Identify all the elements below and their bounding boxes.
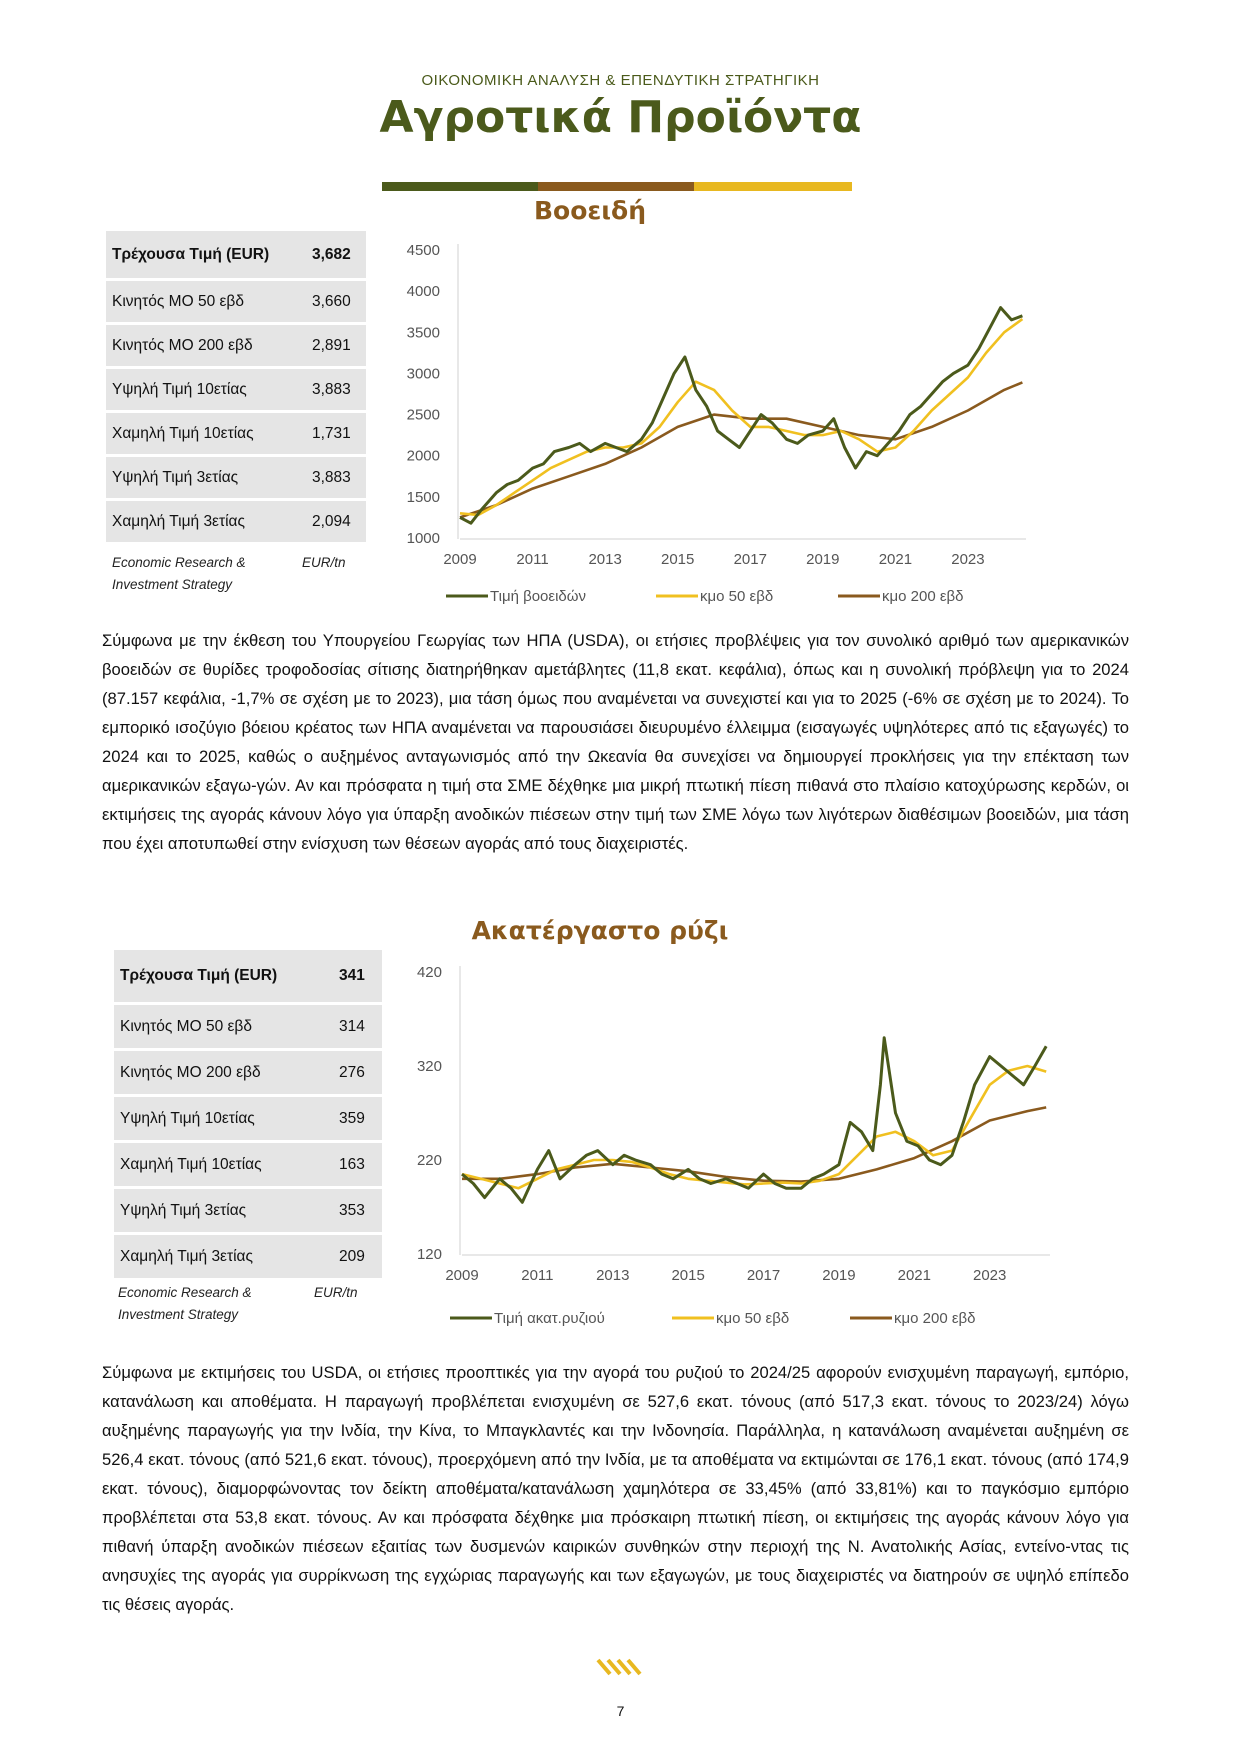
y-tick-label: 120 [416,1246,442,1263]
section-title-rice: Ακατέργαστο ρύζι [471,916,729,945]
stat-label: Υψηλή Τιμή 10ετίας [106,369,306,413]
stats-row [106,413,366,457]
cattle-price-chart [386,236,1036,616]
rice-price-chart [400,956,1050,1346]
stat-label: Κινητός ΜΟ 200 εβδ [114,1051,333,1097]
rice-paragraph: Σύμφωνα με εκτιμήσεις του USDA, οι ετήσιες προοπτικές για την αγορά του ρυζιού το 2024/25 αφορούν ενισχυμένη παραγωγή, εμπόριο, κατανάλωση και αποθέματα. Η παραγωγή προβλέπεται ενισχυμένη σε 527,6 εκατ. τόνους (από 517,3 εκατ. τόνους το 2023/24) λόγω αυξημένης παραγωγής για την Ινδία, την Κίνα, το Μπαγκλαντές και την Ινδονησία. Παράλληλα, η κατανάλωση αναμένεται αυξημένη σε 526,4 εκατ. τόνους (από 521,6 εκατ. τόνους), προερχόμενη από την Ινδία, με τα αποθέματα να εκτιμώνται σε 176,1 εκατ. τόνους (από 174,9 εκατ. τόνους), διαμορφώνοντας τον δείκτη αποθέματα/κατανάλωση χαμηλότερα σε 33,45% (από 33,81%) και το παγκόσμιο εμπόριο προβλέπεται στα 53,8 εκατ. τόνους. Αν και πρόσφατα δέχθηκε μια πρόσκαιρη πτωτική πίεση, οι εκτιμήσεις της αγοράς κάνουν λόγο για πιθανή ύπαρξη ανοδικών πιέσεων εξαιτίας των δυσμενών καιρικών συνθηκών στην περιοχή της Ν. Ανατολικής Ασίας, εντείνο-ντας τις ανησυχίες της αγοράς για συρρίκνωση της εγχώριας παραγωγής και των εξαγωγών, με τους διαχειριστές να διατηρούν σε υψηλό επίπεδο τις θέσεις αγοράς. [102,1363,1129,1614]
y-tick-label: 2500 [406,406,440,424]
stats-row [114,1051,382,1097]
stat-label: Κινητός ΜΟ 200 εβδ [106,325,306,369]
stat-value: 3,660 [306,281,366,325]
y-tick-label: 1500 [406,488,440,506]
divider-bar-yellow [694,182,852,191]
stats-row [106,231,366,281]
stats-row [114,1235,382,1281]
stat-value: 2,891 [306,325,366,369]
legend-label: κμο 50 εβδ [716,1310,790,1327]
unit-note: EUR/tn [302,555,346,570]
page-title: Αγροτικά Προϊόντα [379,92,862,143]
stat-value: 3,883 [306,457,366,501]
stat-label: Κινητός ΜΟ 50 εβδ [114,1005,333,1051]
stats-row [114,1097,382,1143]
stat-value: 3,883 [306,369,366,413]
stats-table-cattle [106,231,366,545]
x-tick-label: 2011 [521,1267,554,1284]
series-line [460,382,1022,517]
stat-value: 209 [333,1235,382,1281]
stats-row [106,369,366,413]
stat-value: 353 [333,1189,382,1235]
stat-label: Υψηλή Τιμή 3ετίας [114,1189,333,1235]
cattle-paragraph: Σύμφωνα με την έκθεση του Υπουργείου Γεωργίας των ΗΠΑ (USDA), οι ετήσιες προβλέψεις για τον συνολικό αριθμό των αμερικανικών βοοειδών σε θυρίδες τροφοδοσίας σίτισης διατηρήθηκαν αμετάβλητες (11,8 εκατ. κεφάλια), όπως και η συνολική πρόβλεψη για το 2024 (87.157 κεφάλια, -1,7% σε σχέση με το 2023), μια τάση όμως που αναμένεται να συνεχιστεί και για το 2025 (-6% σε σχέση με το 2024). Το εμπορικό ισοζύγιο βόειου κρέατος των ΗΠΑ αναμένεται να παρουσιάσει διευρυμένο έλλειμμα (εισαγωγές υψηλότερες από τις εξαγωγές) το 2024 και το 2025, καθώς ο αυξημένος ανταγωνισμός από την Ωκεανία θα συνεχίσει να δημιουργεί προκλήσεις για την επέκταση των αμερικανικών εξαγω-γών. Αν και πρόσφατα η τιμή στα ΣΜΕ δέχθηκε μια μικρή πτωτική πίεση πιθανά στο πλαίσιο κατοχύρωσης κερδών, οι εκτιμήσεις της αγοράς κάνουν λόγο για ύπαρξη ανοδικών πιέσεων στην τιμή των ΣΜΕ λόγω των λιγότερων διαθέσιμων βοοειδών, μια τάση που έχει αποτυπωθεί στην ενίσχυση των θέσεων αγοράς από τους διαχειριστές. [102,631,1129,853]
x-tick-label: 2015 [671,1267,705,1284]
stat-value: 314 [333,1005,382,1051]
section-title-cattle: Βοοειδή [533,196,647,225]
x-tick-label: 2019 [822,1267,856,1284]
page-number: 7 [616,1703,625,1719]
x-tick-label: 2021 [897,1267,931,1284]
divider-bar-olive [382,182,538,191]
stat-label: Υψηλή Τιμή 3ετίας [106,457,306,501]
x-tick-label: 2017 [733,551,767,568]
x-tick-label: 2011 [516,551,549,568]
stat-value: 1,731 [306,413,366,457]
stat-value: 163 [333,1143,382,1189]
stat-value: 276 [333,1051,382,1097]
stat-value: 2,094 [306,501,366,545]
y-tick-label: 1000 [406,530,440,547]
y-tick-label: 220 [416,1152,442,1169]
y-tick-label: 4000 [406,283,440,301]
y-tick-label: 420 [416,964,442,981]
unit-note: EUR/tn [314,1285,358,1300]
stats-row [114,1189,382,1235]
chevron-logo-icon [596,1656,648,1678]
stat-value: 341 [333,950,382,1005]
stats-row [114,950,382,1005]
stats-row [114,1005,382,1051]
stats-table-rice [114,950,382,1281]
legend-label: κμο 200 εβδ [882,588,964,605]
stat-value: 3,682 [306,231,366,281]
x-tick-label: 2017 [746,1267,781,1284]
stat-label: Χαμηλή Τιμή 10ετίας [114,1143,333,1189]
divider-bar-brown [538,182,694,191]
legend-label: Τιμή ακατ.ρυζιού [494,1310,605,1327]
source-note: Economic Research & Investment Strategy [112,555,246,592]
source-note: Economic Research & Investment Strategy [118,1285,252,1322]
y-tick-label: 2000 [406,447,440,465]
y-tick-label: 320 [416,1058,442,1075]
y-tick-label: 4500 [406,242,440,259]
stats-row [106,281,366,325]
x-tick-label: 2013 [596,1267,630,1284]
series-line [460,308,1022,524]
stats-row [106,501,366,545]
x-tick-label: 2013 [588,551,622,568]
stat-label: Χαμηλή Τιμή 3ετίας [114,1235,333,1281]
x-tick-label: 2009 [445,1267,479,1284]
stat-label: Χαμηλή Τιμή 10ετίας [106,413,306,457]
stats-row [114,1143,382,1189]
x-tick-label: 2023 [973,1267,1007,1284]
stat-label: Τρέχουσα Τιμή (EUR) [106,231,306,281]
stat-label: Υψηλή Τιμή 10ετίας [114,1097,333,1143]
series-line [462,1038,1046,1203]
series-line [462,1107,1046,1181]
series-line [462,1066,1046,1188]
stats-row [106,457,366,501]
x-tick-label: 2023 [951,551,985,568]
y-tick-label: 3500 [406,324,440,342]
legend-label: κμο 200 εβδ [894,1310,976,1327]
x-tick-label: 2015 [661,551,695,568]
x-tick-label: 2009 [443,551,477,568]
stat-label: Κινητός ΜΟ 50 εβδ [106,281,306,325]
y-tick-label: 3000 [406,365,440,383]
supertitle: ΟΙΚΟΝΟΜΙΚΗ ΑΝΑΛΥΣΗ & ΕΠΕΝΔΥΤΙΚΗ ΣΤΡΑΤΗΓΙΚΗ [421,72,820,89]
stat-label: Χαμηλή Τιμή 3ετίας [106,501,306,545]
x-tick-label: 2019 [806,551,840,568]
stats-row [106,325,366,369]
stat-value: 359 [333,1097,382,1143]
legend-label: κμο 50 εβδ [700,588,774,605]
legend-label: Τιμή βοοειδών [490,588,586,605]
stat-label: Τρέχουσα Τιμή (EUR) [114,950,333,1005]
x-tick-label: 2021 [878,551,913,568]
